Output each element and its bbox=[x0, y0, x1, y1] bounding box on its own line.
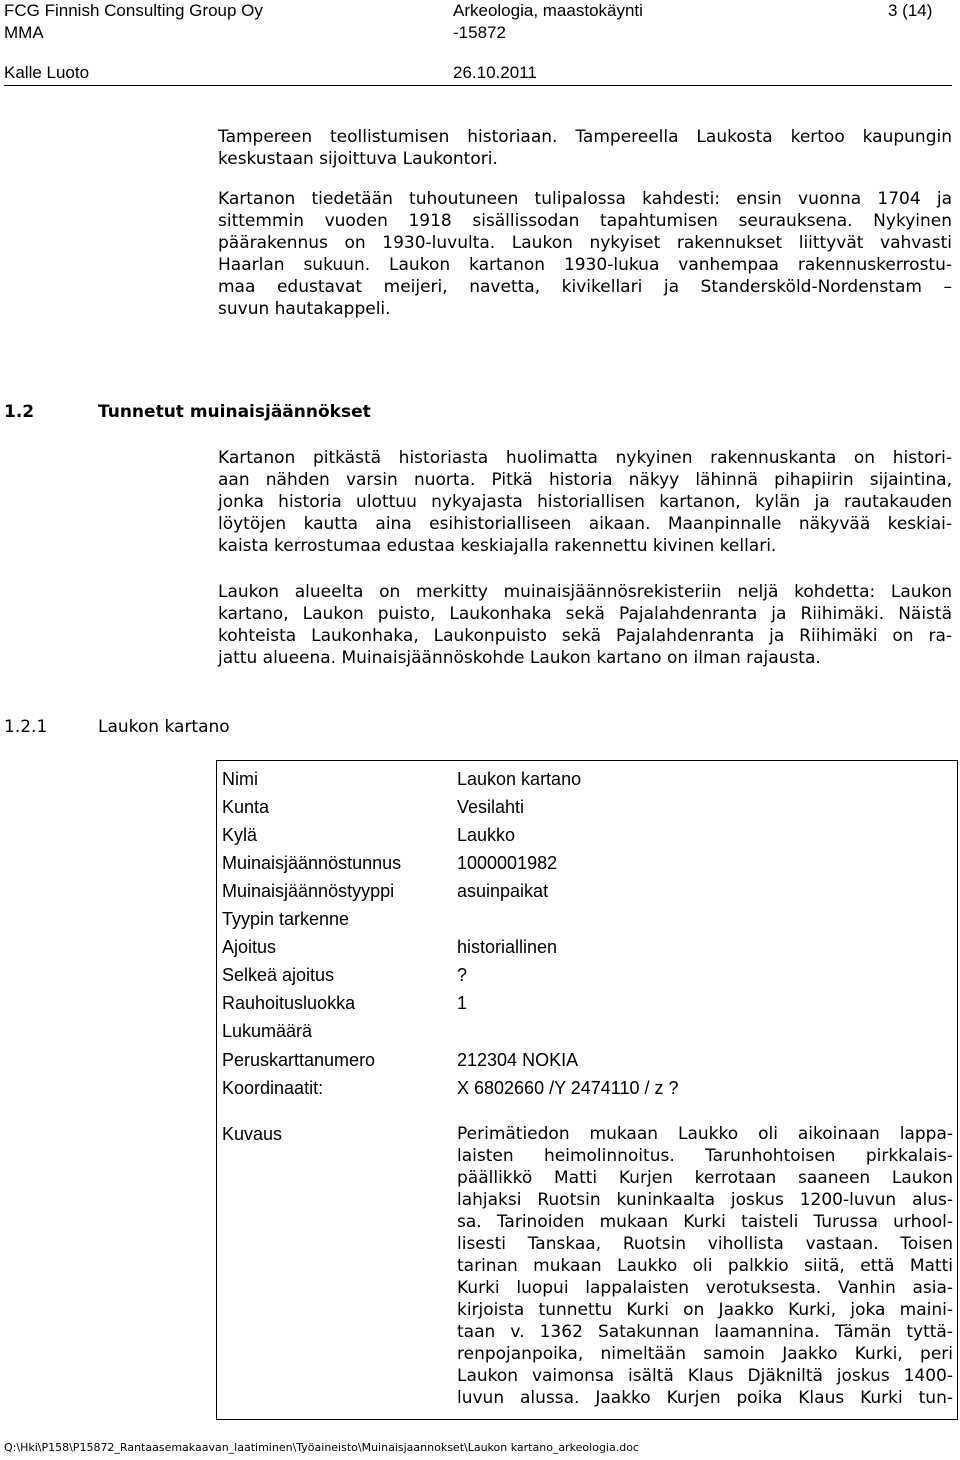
record-value: X 6802660 /Y 2474110 / z ? bbox=[457, 1078, 679, 1098]
header-date: 26.10.2011 bbox=[453, 63, 537, 82]
record-label: Kuvaus bbox=[222, 1124, 283, 1144]
header-company-short: MMA bbox=[4, 23, 44, 42]
text-line: tarinan mukaan Laukko oli palkkio siitä, että Matti bbox=[457, 1256, 953, 1276]
text-line: Kurki luopui lappalaisten verotuksesta. Vanhin asia- bbox=[457, 1278, 953, 1298]
record-value: Laukon kartano bbox=[457, 769, 582, 789]
text-line: Laukon vaimonsa isältä Klaus Djäkniltä joskus 1400- bbox=[457, 1366, 953, 1386]
text-line: Perimätiedon mukaan Laukko oli aikoinaan lappa- bbox=[457, 1124, 953, 1144]
subsection-number: 1.2.1 bbox=[4, 717, 48, 737]
text-line: löytöjen kautta aina esihistorialliseen aikaan. Maanpinnalle näkyvää keskiai- bbox=[218, 514, 952, 534]
header-page-number: 3 (14) bbox=[888, 1, 933, 20]
text-line: lahjaksi Ruotsin kuninkaalta joskus 1200-luvun alus- bbox=[457, 1190, 953, 1210]
record-label: Peruskarttanumero bbox=[222, 1050, 376, 1070]
record-value: ? bbox=[457, 965, 468, 985]
record-value: historiallinen bbox=[457, 937, 558, 957]
text-line: jattu alueena. Muinaisjäännöskohde Laukon kartano on ilman rajausta. bbox=[218, 648, 821, 668]
header-author: Kalle Luoto bbox=[4, 63, 90, 82]
text-line: Kartanon tiedetään tuhoutuneen tulipalossa kahdesti: ensin vuonna 1704 ja bbox=[218, 189, 952, 209]
record-label: Rauhoitusluokka bbox=[222, 993, 356, 1013]
footer-file-path: Q:\Hki\P158\P15872_Rantaasemakaavan_laatiminen\Työaineisto\Muinaisjaannokset\Laukon kartano_arkeologia.doc bbox=[4, 1441, 639, 1454]
intro-paragraph-2 bbox=[218, 188, 952, 320]
record-label: Koordinaatit: bbox=[222, 1078, 324, 1098]
section-paragraph-1 bbox=[218, 447, 952, 557]
record-label: Tyypin tarkenne bbox=[222, 909, 350, 929]
record-label: Selkeä ajoitus bbox=[222, 965, 335, 985]
record-label: Ajoitus bbox=[222, 937, 277, 957]
record-label: Lukumäärä bbox=[222, 1021, 313, 1041]
record-description bbox=[457, 1123, 953, 1409]
text-line: laisten heimolinnoitus. Tarunhohtoisen pirkkalais- bbox=[457, 1146, 953, 1166]
record-table bbox=[216, 760, 958, 1420]
text-line: päärakennus on 1930-luvulta. Laukon nykyiset rakennukset liittyvät vahvasti bbox=[218, 233, 952, 253]
record-label: Kylä bbox=[222, 825, 258, 845]
text-line: renpojanpoika, nimeltään samoin Jaakko Kurki, peri bbox=[457, 1344, 953, 1364]
text-line: päällikkö Matti Kurjen kerrotaan saaneen Laukon bbox=[457, 1168, 953, 1188]
record-label: Nimi bbox=[222, 769, 258, 789]
text-line: Kartanon pitkästä historiasta huolimatta nykyinen rakennuskanta on histori- bbox=[218, 448, 952, 468]
record-label: Muinaisjäännöstunnus bbox=[222, 853, 402, 873]
header-divider bbox=[4, 85, 952, 86]
section-number: 1.2 bbox=[4, 402, 35, 422]
text-line: aan nähden varsin nuorta. Pitkä historia näkyy lähinnä pihapiirin sijaintina, bbox=[218, 470, 952, 490]
section-title: Tunnetut muinaisjäännökset bbox=[98, 402, 371, 422]
record-value: Vesilahti bbox=[457, 797, 525, 817]
text-line: kohteista Laukonhaka, Laukonpuisto sekä Pajalahdenranta ja Riihimäki on ra- bbox=[218, 626, 952, 646]
record-value: 1000001982 bbox=[457, 853, 558, 873]
text-line: kartano, Laukon puisto, Laukonhaka sekä Pajalahdenranta ja Riihimäki. Näistä bbox=[218, 604, 952, 624]
record-value: 1 bbox=[457, 993, 468, 1013]
text-line: jonka historia ulottuu nykyajasta historiallisen kartanon, kylän ja rautakauden bbox=[218, 492, 952, 512]
text-line: Haarlan sukuun. Laukon kartanon 1930-lukua vanhempaa rakennuskerrostu- bbox=[218, 255, 952, 275]
text-line: luvun alussa. Jaakko Kurjen poika Klaus Kurki tun- bbox=[457, 1388, 953, 1408]
subsection-title: Laukon kartano bbox=[98, 717, 230, 737]
text-line: keskustaan sijoittuva Laukontori. bbox=[218, 149, 498, 169]
text-line: lisesti Tanskaa, Ruotsin vihollista vastaan. Toisen bbox=[457, 1234, 953, 1254]
text-line: Tampereen teollistumisen historiaan. Tampereella Laukosta kertoo kaupungin bbox=[218, 127, 952, 147]
text-line: sa. Tarinoiden mukaan Kurki taisteli Turussa urhool- bbox=[457, 1212, 953, 1232]
text-line: Laukon alueelta on merkitty muinaisjäännösrekisteriin neljä kohdetta: Laukon bbox=[218, 582, 952, 602]
record-label: Muinaisjäännöstyyppi bbox=[222, 881, 395, 901]
text-line: taan v. 1362 Satakunnan laamannina. Tämän tyttä- bbox=[457, 1322, 953, 1342]
intro-paragraph-1 bbox=[218, 126, 952, 170]
header-company: FCG Finnish Consulting Group Oy bbox=[4, 1, 263, 20]
header-title: Arkeologia, maastokäynti bbox=[453, 1, 643, 20]
record-value: 212304 NOKIA bbox=[457, 1050, 579, 1070]
text-line: kaista kerrostumaa edustaa keskiajalla rakennettu kivinen kellari. bbox=[218, 536, 777, 556]
section-paragraph-2 bbox=[218, 581, 952, 669]
record-label: Kunta bbox=[222, 797, 270, 817]
record-value: asuinpaikat bbox=[457, 881, 549, 901]
record-value: Laukko bbox=[457, 825, 516, 845]
header-project-number: -15872 bbox=[453, 23, 506, 42]
text-line: sittemmin vuoden 1918 sisällissodan tapahtumisen seurauksena. Nykyinen bbox=[218, 211, 952, 231]
text-line: suvun hautakappeli. bbox=[218, 299, 391, 319]
text-line: kirjoista tunnettu Kurki on Jaakko Kurki, joka maini- bbox=[457, 1300, 953, 1320]
text-line: maa edustavat meijeri, navetta, kivikellari ja Standersköld-Nordenstam – bbox=[218, 277, 952, 297]
